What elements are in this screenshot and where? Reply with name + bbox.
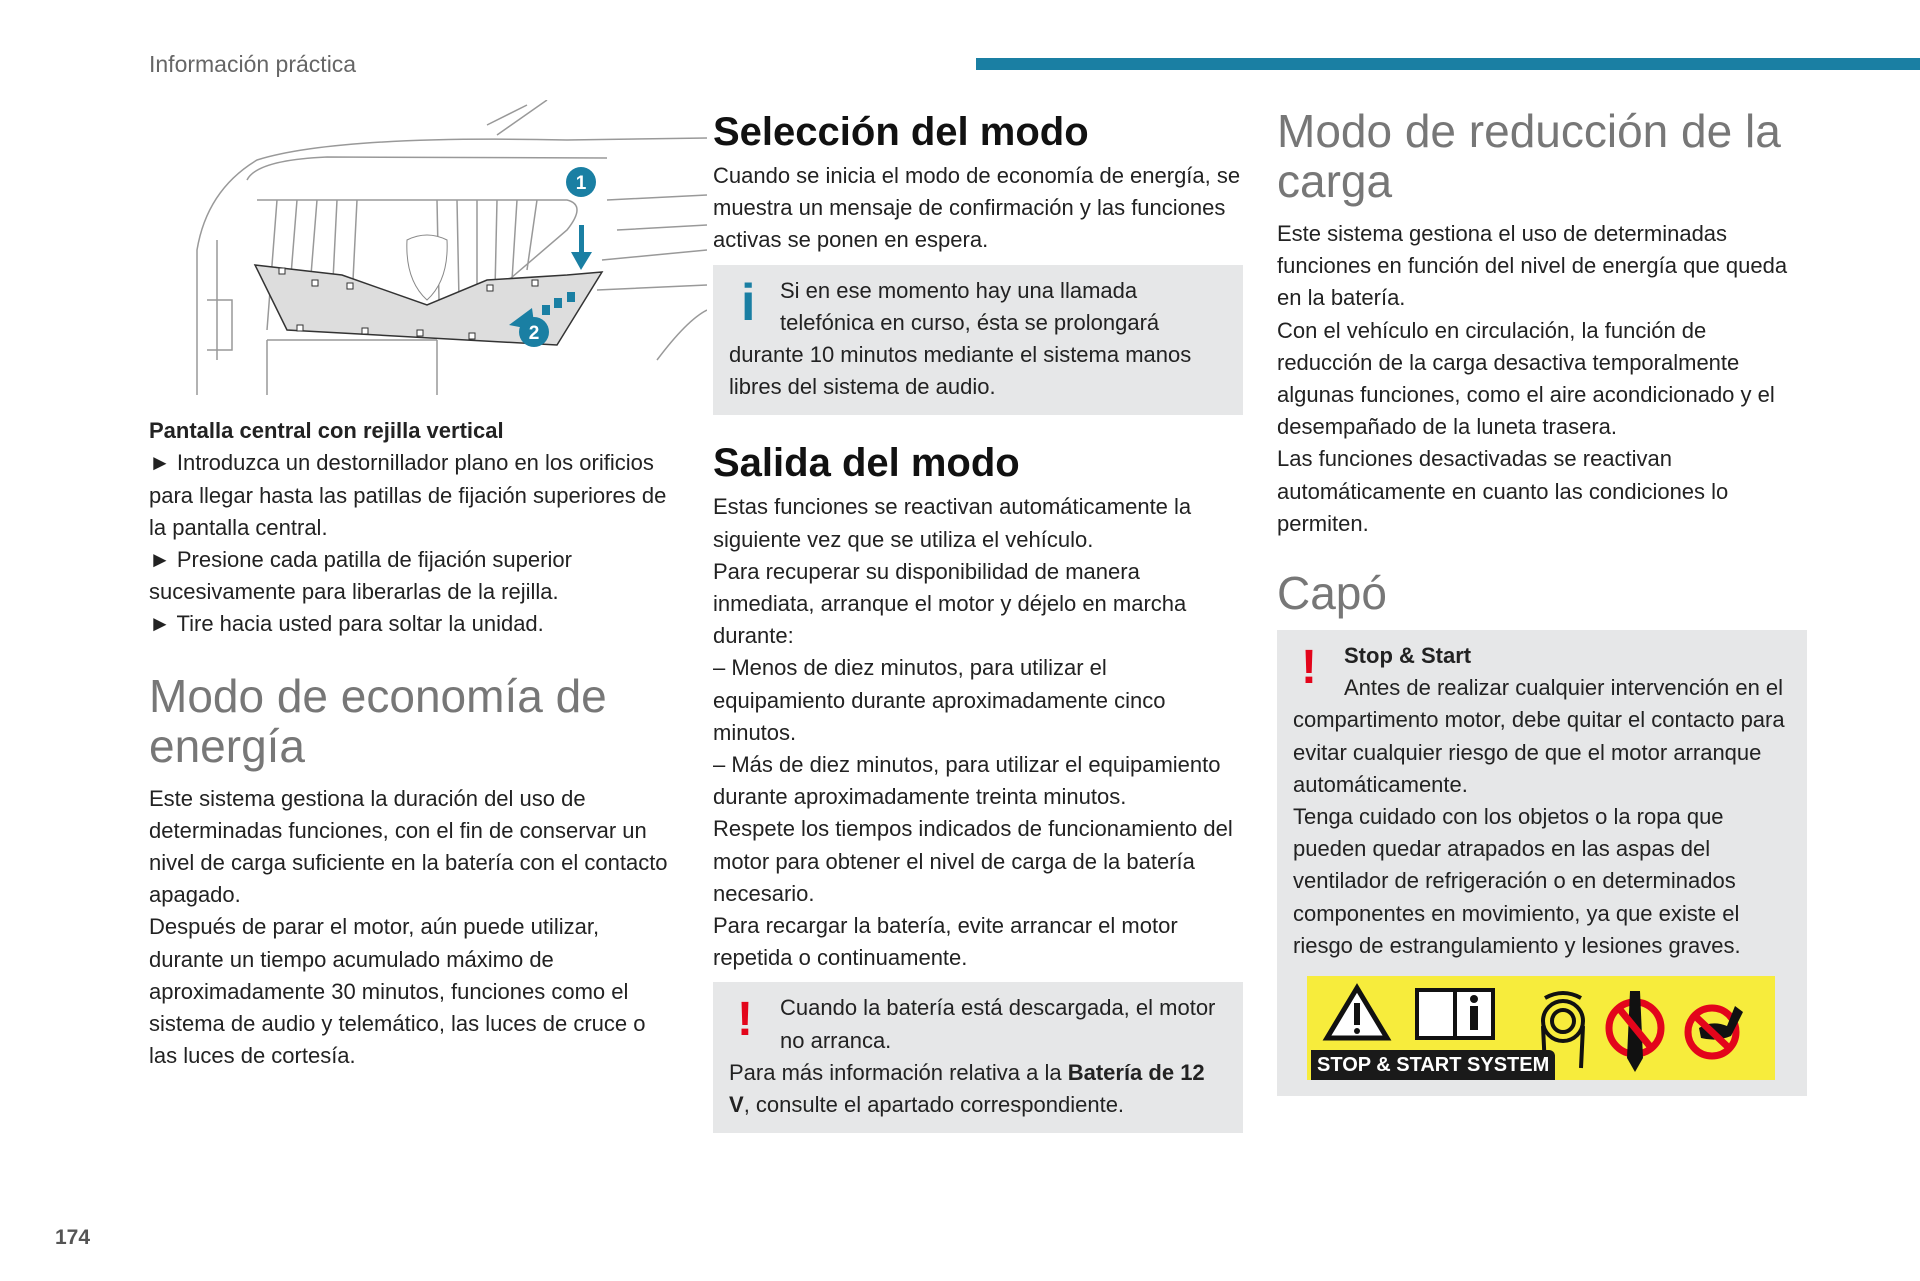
warning-icon: ! — [1301, 641, 1317, 695]
info-box — [713, 265, 1243, 416]
step-1: ► Introduzca un destornillador plano en los orificios para llegar hasta las patillas de fijación superiores de la pantalla central. — [149, 450, 667, 540]
warning-text: Tenga cuidado con los objetos o la ropa que pueden quedar atrapados en las aspas del ventilador de refrigeración o en determinados componentes en movimiento, ya que existe el riesgo de estrangulamiento y lesiones graves. — [1293, 804, 1741, 958]
column-3 — [1277, 106, 1807, 1096]
no-hand-icon — [1688, 1006, 1743, 1056]
paragraph: Con el vehículo en circulación, la función de reducción de la carga desactiva temporalmente algunas funciones, como el aire acondicionado y el desempañado de la luneta trasera. — [1277, 317, 1775, 440]
paragraph: Para recargar la batería, evite arrancar el motor repetida o continuamente. — [713, 913, 1178, 971]
no-tie-icon — [1609, 991, 1661, 1072]
stop-start-warning-box — [1277, 630, 1807, 1096]
figure-caption: Pantalla central con rejilla vertical — [149, 418, 504, 444]
column-2 — [713, 108, 1243, 1133]
header-accent-bar — [976, 58, 1920, 70]
step-2: ► Presione cada patilla de fijación superior sucesivamente para liberarlas de la rejilla. — [149, 547, 572, 605]
stop-start-label-text: STOP & START SYSTEM — [1311, 1050, 1555, 1080]
section-header: Información práctica — [149, 51, 357, 77]
paragraph: Las funciones desactivadas se reactivan automáticamente en cuanto las condiciones lo permiten. — [1277, 446, 1729, 536]
grille-removal-illustration — [187, 100, 707, 400]
paragraph: Para recuperar su disponibilidad de manera inmediata, arranque el motor y déjelo en marcha durante: — [713, 558, 1187, 649]
paragraph: Este sistema gestiona el uso de determinadas funciones en función del nivel de energía que queda en la batería. — [1277, 221, 1788, 311]
list-item: – Más de diez minutos, para utilizar el equipamiento durante aproximadamente treinta minutos. — [713, 752, 1221, 810]
warning-triangle-icon — [1327, 988, 1387, 1038]
heading-load-reduction: Modo de reducción de la carga — [1277, 105, 1781, 207]
stop-start-label — [1307, 976, 1775, 1080]
warning-title: Stop & Start — [1344, 643, 1472, 669]
manual-info-icon — [1417, 990, 1493, 1038]
paragraph: Estas funciones se reactivan automáticamente la siguiente vez que se utiliza el vehículo. — [713, 494, 1192, 552]
paragraph: Respete los tiempos indicados de funcionamiento del motor para obtener el nivel de carga de la batería necesario. — [713, 816, 1233, 906]
paragraph: Este sistema gestiona la duración del uso de determinadas funciones, con el fin de conservar un nivel de carga suficiente en la batería con el contacto apagado. — [149, 785, 668, 908]
warning-text: Cuando la batería está descargada, el motor no arranca. — [780, 995, 1216, 1053]
info-text: Si en ese momento hay una llamada telefónica en curso, ésta se prolongará durante 10 minutos mediante el sistema manos libres del sistema de audio. — [729, 277, 1192, 400]
heading-mode-exit: Salida del modo — [713, 441, 1020, 486]
paragraph: Después de parar el motor, aún puede utilizar, durante un tiempo acumulado máximo de aproximadamente 30 minutos, funciones como el sistema de audio y telemático, las luces de cruce o las luces de cortesía. — [149, 914, 646, 1069]
heading-mode-selection: Selección del modo — [713, 110, 1089, 154]
callout-2: 2 — [528, 323, 540, 344]
heading-bonnet: Capó — [1277, 567, 1387, 620]
list-item: – Menos de diez minutos, para utilizar el equipamiento durante aproximadamente cinco minutos. — [713, 655, 1166, 745]
column-1 — [149, 100, 679, 1072]
callout-1: 1 — [575, 173, 587, 194]
link-battery-12v: Batería de 12 V — [729, 1059, 1205, 1118]
warning-icon: ! — [737, 993, 753, 1047]
page-number: 174 — [55, 1226, 91, 1249]
warning-text: Antes de realizar cualquier intervención en el compartimento motor, debe quitar el contacto para evitar cualquier riesgo de que el motor arranque automáticamente. — [1293, 675, 1785, 797]
warning-more: Para más información relativa a la Batería de 12 V, consulte el apartado correspondiente. — [729, 1059, 1205, 1118]
step-3: ► Tire hacia usted para soltar la unidad. — [149, 611, 544, 637]
paragraph: Cuando se inicia el modo de economía de energía, se muestra un mensaje de confirmación y las funciones activas se ponen en espera. — [713, 163, 1241, 253]
info-icon: i — [741, 274, 756, 332]
heading-energy-economy: Modo de economía de energía — [149, 669, 607, 772]
warning-box — [713, 982, 1243, 1133]
